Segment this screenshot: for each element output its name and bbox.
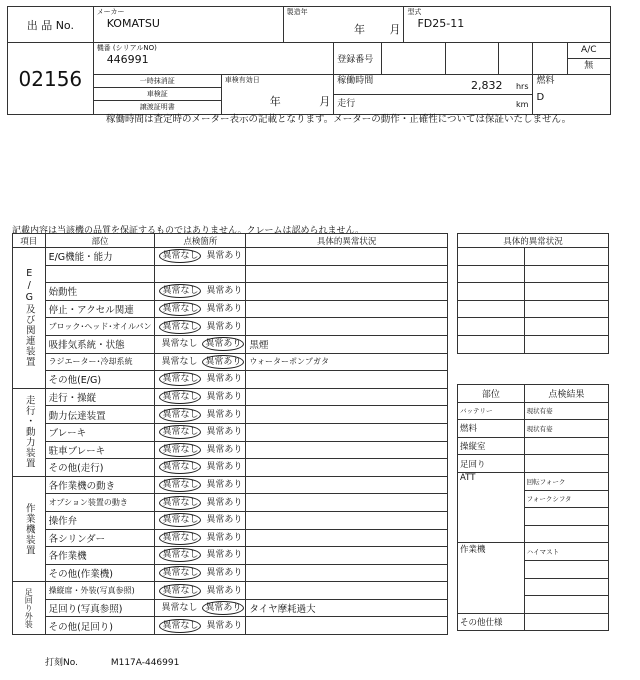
ok-option: 異常なし: [161, 603, 198, 614]
fuel-value: D: [536, 92, 545, 103]
category-foot: 足回り外装: [13, 582, 46, 635]
foot-value: [524, 455, 608, 473]
ok-option: 異常なし: [159, 302, 201, 316]
ok-option: 異常なし: [159, 249, 201, 263]
status-cell: [155, 335, 246, 353]
reg-label: 登録番号: [334, 43, 381, 75]
ok-option: 異常なし: [159, 390, 201, 404]
ng-option: 異常あり: [206, 286, 243, 297]
inspection-month-unit: 月: [319, 95, 331, 108]
header-category: 項目: [13, 234, 46, 248]
status-cell: [155, 511, 246, 529]
detail-cell: [246, 441, 448, 459]
ng-option: 異常あり: [206, 392, 243, 403]
att-value-blank: [524, 508, 608, 526]
stamp-number: [45, 655, 209, 668]
ok-option: 異常なし: [159, 478, 201, 492]
part-label: ブレーキ: [45, 423, 155, 441]
work-label: 作業機: [458, 543, 525, 613]
inspection-result-table: [457, 384, 609, 631]
extra-cell: [458, 283, 525, 301]
stamp-value: M117A-446991: [110, 658, 180, 668]
temp-reg-label: 一時抹消証: [94, 75, 221, 88]
ng-option: 異常あり: [206, 620, 243, 631]
lot-label-cell: 出 品 No.: [8, 7, 94, 43]
year-cell: [283, 7, 404, 43]
detail-cell: [246, 388, 448, 406]
ng-option: 異常あり: [206, 532, 243, 543]
ok-option: 異常なし: [159, 531, 201, 545]
result-header-result: 点検結果: [524, 385, 608, 403]
ok-option: 異常なし: [159, 619, 201, 633]
part-label: ラジエーター･冷却系統: [45, 353, 155, 371]
ok-option: 異常なし: [159, 460, 201, 474]
extra-cell: [524, 318, 608, 336]
status-cell: [155, 476, 246, 494]
inspection-table: [12, 233, 448, 635]
ok-option: 異常なし: [159, 513, 201, 527]
work-value-blank: [524, 596, 608, 614]
detail-cell: [246, 617, 448, 635]
ng-option: 異常あり: [206, 251, 243, 262]
maker-label: メーカー: [96, 8, 125, 16]
hours-cell: [334, 75, 533, 115]
ng-option: 異常あり: [206, 409, 243, 420]
transfer-label: 譲渡証明書: [139, 103, 175, 111]
status-cell: [155, 300, 246, 318]
other-spec-value: [524, 613, 608, 631]
ng-option: 異常あり: [206, 444, 243, 455]
header-part: 部位: [45, 234, 155, 248]
detail-cell: [246, 371, 448, 389]
part-label: 停止・アクセル関連: [45, 300, 155, 318]
ng-option: 異常あり: [206, 550, 243, 561]
ok-option: 異常なし: [159, 425, 201, 439]
serial-value: 446991: [106, 53, 149, 66]
detail-cell: [246, 423, 448, 441]
part-label: 動力伝達装置: [45, 406, 155, 424]
part-label: その他(走行): [45, 459, 155, 477]
extra-cell: [458, 335, 525, 353]
status-cell: [155, 371, 246, 389]
ng-option: 異常あり: [202, 355, 244, 369]
part-label-blank: [45, 265, 155, 283]
att-value: 回転フォーク: [524, 472, 608, 490]
ng-option: 異常あり: [206, 585, 243, 596]
year-label: 製造年: [286, 8, 308, 16]
detail-cell: [246, 494, 448, 512]
ng-option: 異常あり: [206, 480, 243, 491]
part-label: 足回り(写真参照): [45, 599, 155, 617]
extra-cell: [458, 318, 525, 336]
status-cell: [155, 459, 246, 477]
maker-value: KOMATSU: [106, 17, 160, 30]
certificates-cell: [93, 75, 221, 115]
status-cell: [155, 423, 246, 441]
hours-value: 2,832: [470, 79, 503, 92]
lot-number: 02156: [8, 43, 94, 115]
extra-cell: [458, 300, 525, 318]
status-cell: [155, 599, 246, 617]
category-engine: E/G及び関連装置: [13, 248, 46, 389]
vehicle-info-table: [7, 6, 611, 115]
part-label: その他(E/G): [45, 371, 155, 389]
ng-option: 異常あり: [206, 427, 243, 438]
detail-cell: [246, 511, 448, 529]
ok-option: 異常なし: [159, 372, 201, 386]
att-value-blank: [524, 525, 608, 543]
ng-option: 異常あり: [206, 497, 243, 508]
detail-cell: [246, 406, 448, 424]
inspection-cell: [221, 75, 334, 115]
status-cell: [155, 582, 246, 600]
battery-value: 現状有姿: [524, 402, 608, 420]
part-label: E/G機能・能力: [45, 248, 155, 266]
status-cell: [155, 388, 246, 406]
cabin-label: 操縦室: [458, 437, 525, 455]
reg-box-1: [381, 43, 445, 75]
status-cell: [155, 494, 246, 512]
extra-cell: [524, 248, 608, 266]
extra-cell: [524, 300, 608, 318]
part-label: ブロック･ヘッド･オイルパン: [45, 318, 155, 336]
ng-option: 異常あり: [206, 304, 243, 315]
detail-cell: [246, 318, 448, 336]
fuel-value: 現状有姿: [524, 420, 608, 438]
maker-cell: [93, 7, 283, 43]
status-cell: [155, 441, 246, 459]
month-unit: 月: [389, 23, 401, 36]
status-cell: [155, 564, 246, 582]
model-label: 型式: [407, 8, 422, 16]
detail-cell-blank: [246, 265, 448, 283]
ok-option: 異常なし: [159, 584, 201, 598]
extra-cell: [458, 265, 525, 283]
inspection-label: 車検有効日: [224, 76, 260, 84]
km-label: 走行: [337, 99, 356, 109]
detail-cell: [246, 459, 448, 477]
att-value: フォークシフタ: [524, 490, 608, 508]
model-cell: [404, 7, 611, 43]
status-cell-blank: [155, 265, 246, 283]
hours-disclaimer: 稼働時間は査定時のメーター表示の記載となります。メーターの動作・正確性については保証いたしません。: [106, 114, 572, 125]
detail-cell: [246, 564, 448, 582]
header-check: 点検箇所: [155, 234, 246, 248]
vehicle-cert-label: 車検証: [94, 88, 221, 101]
ok-option: 異常なし: [159, 320, 201, 334]
header-detail: 具体的異常状況: [246, 234, 448, 248]
part-label: 各シリンダー: [45, 529, 155, 547]
detail-cell: [246, 529, 448, 547]
part-label: 操縦席・外装(写真参照): [45, 582, 155, 600]
serial-label: 機番 (シリアルNO): [96, 44, 157, 52]
ng-option: 異常あり: [206, 567, 243, 578]
ng-option: 異常あり: [202, 337, 244, 351]
reg-box-3: [499, 43, 533, 75]
ok-option: 異常なし: [159, 408, 201, 422]
detail-cell: 黒煙: [246, 335, 448, 353]
fuel-cell: [533, 75, 611, 115]
detail-cell: [246, 547, 448, 565]
part-label: 走行・操縦: [45, 388, 155, 406]
part-label: 各作業機: [45, 547, 155, 565]
extra-detail-header: 具体的異常状況: [458, 234, 609, 248]
extra-cell: [524, 283, 608, 301]
year-unit: 年: [353, 23, 365, 36]
ng-option: 異常あり: [202, 601, 244, 615]
part-label: オプション装置の動き: [45, 494, 155, 512]
part-label: 駐車ブレーキ: [45, 441, 155, 459]
status-cell: [155, 406, 246, 424]
status-cell: [155, 283, 246, 301]
detail-cell: [246, 582, 448, 600]
battery-label: バッテリー: [458, 402, 525, 420]
ng-option: 異常あり: [206, 321, 243, 332]
status-cell: [155, 353, 246, 371]
work-value: ハイマスト: [524, 543, 608, 561]
ng-option: 異常あり: [206, 515, 243, 526]
ok-option: 異常なし: [159, 284, 201, 298]
extra-cell: [524, 335, 608, 353]
fuel-label: 燃料: [536, 76, 555, 86]
ok-option: 異常なし: [159, 548, 201, 562]
detail-cell: [246, 283, 448, 301]
model-value: FD25-11: [417, 17, 465, 30]
detail-cell: タイヤ摩耗過大: [246, 599, 448, 617]
status-cell: [155, 529, 246, 547]
category-work: 作業機装置: [13, 476, 46, 582]
extra-cell: [524, 265, 608, 283]
quality-disclaimer: 記載内容は当該機の品質を保証するものではありません。クレームは認められません。: [12, 226, 365, 236]
att-label: ATT: [458, 472, 525, 542]
ok-option: 異常なし: [161, 339, 198, 350]
serial-cell: [93, 43, 334, 75]
ac-label: A/C: [568, 43, 610, 59]
result-header-part: 部位: [458, 385, 525, 403]
work-value-blank: [524, 560, 608, 578]
inspection-year-unit: 年: [269, 95, 281, 108]
ng-option: 異常あり: [206, 374, 243, 385]
part-label: 各作業機の動き: [45, 476, 155, 494]
status-cell: [155, 617, 246, 635]
ac-cell: [567, 43, 610, 75]
detail-cell: [246, 248, 448, 266]
ng-option: 異常あり: [206, 462, 243, 473]
part-label: 吸排気系統・状態: [45, 335, 155, 353]
extra-detail-table: [457, 233, 609, 354]
ok-option: 異常なし: [159, 496, 201, 510]
hours-unit: hrs: [515, 82, 529, 91]
status-cell: [155, 547, 246, 565]
part-label: その他(足回り): [45, 617, 155, 635]
ac-value: 無: [584, 61, 594, 71]
part-label: 始動性: [45, 283, 155, 301]
ok-option: 異常なし: [161, 356, 198, 367]
reg-box-2: [445, 43, 499, 75]
detail-cell: [246, 476, 448, 494]
foot-label: 足回り: [458, 455, 525, 473]
work-value-blank: [524, 578, 608, 596]
ok-option: 異常なし: [159, 566, 201, 580]
status-cell: [155, 318, 246, 336]
status-cell: [155, 248, 246, 266]
cabin-value: [524, 437, 608, 455]
km-unit: km: [516, 100, 529, 109]
detail-cell: [246, 300, 448, 318]
stamp-label: 打刻No.: [45, 658, 78, 668]
ok-option: 異常なし: [159, 443, 201, 457]
reg-box-4: [533, 43, 567, 75]
part-label: その他(作業機): [45, 564, 155, 582]
category-travel: 走行・動力装置: [13, 388, 46, 476]
hours-label: 稼働時間: [337, 76, 374, 86]
fuel-label: 燃料: [458, 420, 525, 438]
other-spec-label: その他仕様: [458, 613, 525, 631]
detail-cell: ウォーターポンプガタ: [246, 353, 448, 371]
extra-cell: [458, 248, 525, 266]
part-label: 操作弁: [45, 511, 155, 529]
